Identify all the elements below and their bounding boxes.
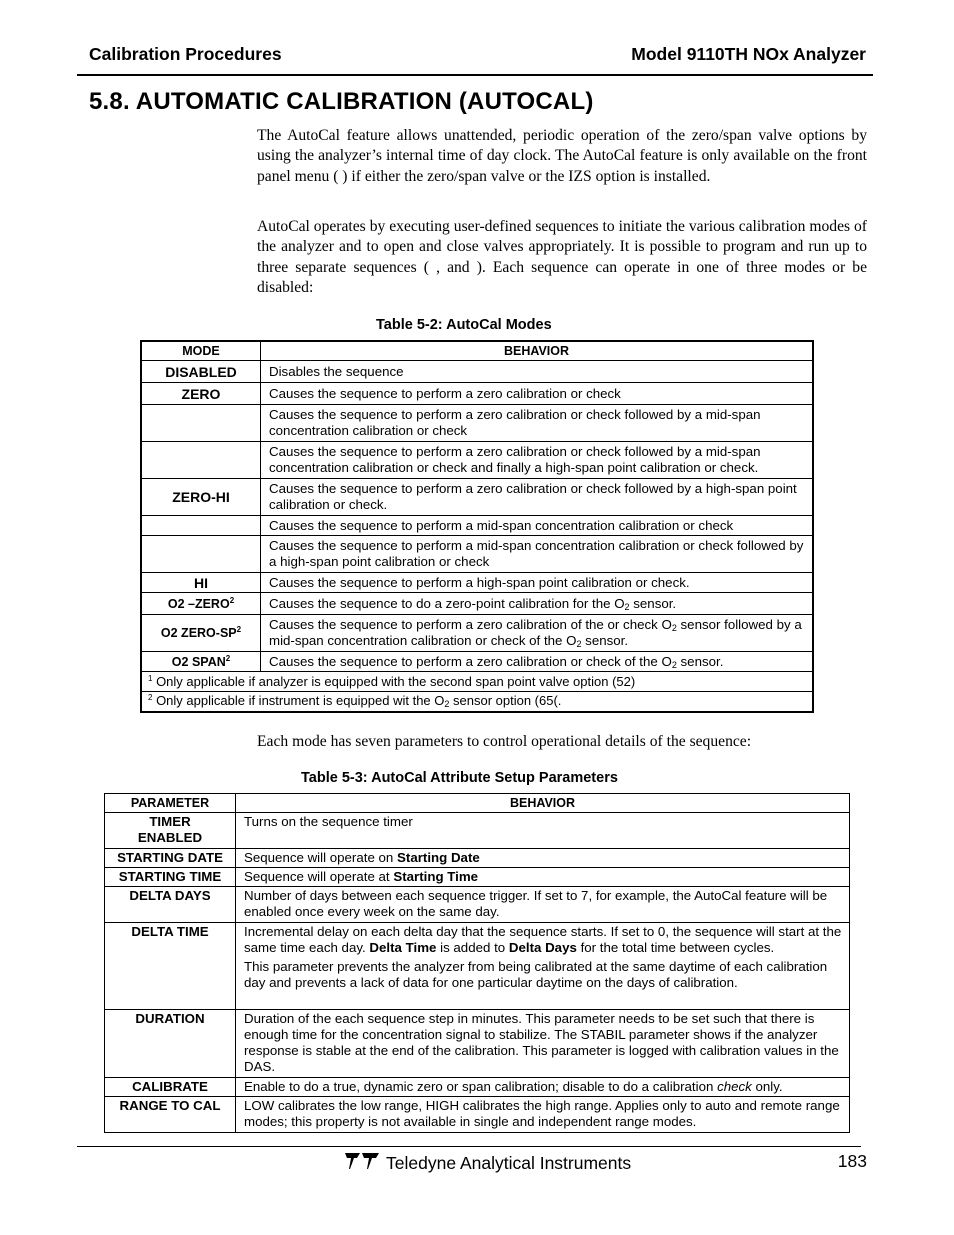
table-row [141,615,813,652]
behavior-cell [261,652,814,672]
table-footnote-row [141,692,813,712]
subscript: 2 [576,639,582,649]
behavior-text: sensor followed by a mid-span concentration calibration or check of the O [269,617,802,648]
footer-rule [77,1146,861,1147]
autocal-modes-table [140,340,814,713]
behavior-text: sensor. [676,653,724,669]
behavior-cell: Causes the sequence to perform a zero calibration or check followed by a mid-span concentration calibration or check and finally a high-span point calibration or check. [261,442,814,479]
mode-cell [141,593,261,615]
behavior-cell: Disables the sequence [261,361,814,383]
behavior-cell: Causes the sequence to perform a zero calibration or check [261,383,814,405]
behavior-emphasis: Starting Time [393,869,479,884]
table-row [105,1078,850,1097]
table-row [105,923,850,1010]
parameter-cell: RANGE TO CAL [105,1097,236,1133]
table-row [141,442,813,479]
footnote-text: Only applicable if instrument is equipped wit the O [152,693,445,709]
subscript: 2 [671,623,677,633]
behavior-text: This parameter prevents the analyzer from being calibrated at the same daytime of each calibration day and prevents a lack of data for one particular daytime on the days of calibration. [244,959,828,990]
table-header-row [105,794,850,813]
page-header-left: Calibration Procedures [89,44,282,64]
table-row [141,652,813,672]
behavior-emphasis: check [717,1079,752,1094]
mode-label: O2 ZERO-SP [160,626,237,640]
footer-company: Teledyne Analytical Instruments [386,1153,632,1173]
behavior-text: is added to [436,940,509,955]
footnote-cell [141,672,813,692]
behavior-text: for the total time between cycles. [576,940,775,955]
footnote-text: Only applicable if analyzer is equipped with the second span point valve option (52) [152,673,636,689]
mode-label: O2 SPAN [171,654,226,669]
parameter-cell: DELTA DAYS [105,887,236,923]
mode-cell [141,442,261,479]
behavior-cell: Causes the sequence to perform a high-span point calibration or check. [261,573,814,593]
mode-cell: ZERO-HI [141,479,261,516]
behavior-cell: Number of days between each sequence trigger. If set to 7, for example, the AutoCal feature will be enabled once every week on the same day. [236,887,850,923]
behavior-cell [236,849,850,868]
behavior-text: Enable to do a true, dynamic zero or span calibration; disable to do a calibration [244,1079,718,1094]
table-row [105,887,850,923]
behavior-text: Sequence will operate on [244,850,398,865]
behavior-cell: Duration of the each sequence step in minutes. This parameter needs to be set such that there is enough time for the concentration signal to stabilize. The STABIL parameter shows if the analyzer response is stable at the end of the calibration. This parameter is logged with calibration values in the DAS. [236,1010,850,1078]
behavior-text: Sequence will operate at [244,869,394,884]
column-header-behavior: BEHAVIOR [236,794,850,813]
table-row [105,1097,850,1133]
behavior-cell: Causes the sequence to perform a mid-span concentration calibration or check followed by a high-span point calibration or check [261,536,814,573]
table-params-caption: Table 5-3: AutoCal Attribute Setup Parameters [301,770,618,786]
behavior-cell [236,923,850,1010]
behavior-cell: LOW calibrates the low range, HIGH calibrates the high range. Applies only to auto and remote range modes; this property is not available in single and independent range modes. [236,1097,850,1133]
behavior-emphasis: Delta Days [508,940,577,955]
parameter-name: TIMER [149,814,191,829]
behavior-cell [236,1078,850,1097]
table-row [141,479,813,516]
table-row [141,536,813,573]
mode-cell [141,652,261,672]
table-footnote-row [141,672,813,692]
autocal-parameters-table [104,793,850,1133]
table-row [105,849,850,868]
table-row [141,405,813,442]
parameters-paragraph: Each mode has seven parameters to control operational details of the sequence: [257,733,752,750]
behavior-text: sensor. [581,633,629,648]
mode-label: O2 –ZERO [167,596,230,611]
mode-cell: DISABLED [141,361,261,383]
column-header-mode: MODE [141,341,261,361]
table-header-row [141,341,813,361]
mode-cell [141,615,261,652]
table-row [105,813,850,849]
behavior-text: Causes the sequence to perform a zero calibration of the or check O [269,617,672,632]
footnote-marker: 2 [229,595,235,605]
parameter-name: ENABLED [137,830,203,845]
behavior-emphasis: Delta Time [369,940,437,955]
behavior-cell: Turns on the sequence timer [236,813,850,849]
behavior-text: sensor. [629,595,677,611]
parameter-cell [105,813,236,849]
table-row [105,868,850,887]
table-row [141,593,813,615]
header-rule [77,74,873,76]
behavior-text: Causes the sequence to do a zero-point calibration for the O [269,595,625,611]
table-row [141,361,813,383]
footnote-marker: 1 [148,673,153,683]
parameter-cell: STARTING TIME [105,868,236,887]
footnote-marker: 2 [236,625,242,634]
parameter-cell: CALIBRATE [105,1078,236,1097]
footnote-cell [141,692,813,712]
table-modes-caption: Table 5-2: AutoCal Modes [376,317,552,333]
behavior-cell [236,868,850,887]
footnote-marker: 2 [225,653,231,663]
table-row [141,383,813,405]
mode-cell [141,536,261,573]
page-header-right: Model 9110TH NOx Analyzer [631,44,866,64]
footnote-marker: 2 [148,693,153,703]
column-header-parameter: PARAMETER [105,794,236,813]
mode-cell [141,405,261,442]
behavior-cell: Causes the sequence to perform a mid-span concentration calibration or check [261,516,814,536]
behavior-emphasis: Starting Date [397,850,480,865]
column-header-behavior: BEHAVIOR [261,341,814,361]
sequences-paragraph: AutoCal operates by executing user-defined sequences to initiate the various calibration modes of the analyzer and to open and close valves appropriately. It is possible to program and run up to three separate sequences ( , and ). Each sequence can operate in one of three modes or be disabled: [257,218,867,296]
table-row [141,516,813,536]
page-footer [344,1151,631,1176]
subscript: 2 [624,601,630,612]
page-number: 183 [837,1151,867,1171]
subscript: 2 [671,659,677,670]
mode-cell: HI [141,573,261,593]
footnote-text: sensor option (65(. [449,693,562,709]
behavior-cell: Causes the sequence to perform a zero calibration or check followed by a mid-span concentration calibration or check [261,405,814,442]
behavior-cell [261,593,814,615]
behavior-text: Causes the sequence to perform a zero calibration or check of the O [269,653,672,669]
behavior-cell: Causes the sequence to perform a zero calibration or check followed by a high-span point calibration or check. [261,479,814,516]
section-title: 5.8. AUTOMATIC CALIBRATION (AUTOCAL) [89,88,594,115]
behavior-cell [261,615,814,652]
table-row [141,573,813,593]
intro-paragraph: The AutoCal feature allows unattended, periodic operation of the zero/span valve options by using the analyzer’s internal time of day clock. The AutoCal feature is only available on the front panel menu ( ) if either the zero/span valve or the IZS option is installed. [257,127,867,185]
behavior-text: Incremental delay on each delta day that the sequence starts. If set to 0, the sequence will start at the same time each day. [244,924,842,955]
subscript: 2 [444,699,450,710]
parameter-cell: DELTA TIME [105,923,236,1010]
parameter-cell: STARTING DATE [105,849,236,868]
parameter-cell: DURATION [105,1010,236,1078]
mode-cell [141,516,261,536]
mode-cell: ZERO [141,383,261,405]
table-row [105,1010,850,1078]
teledyne-logo-icon [344,1151,380,1176]
behavior-text: only. [751,1079,783,1094]
